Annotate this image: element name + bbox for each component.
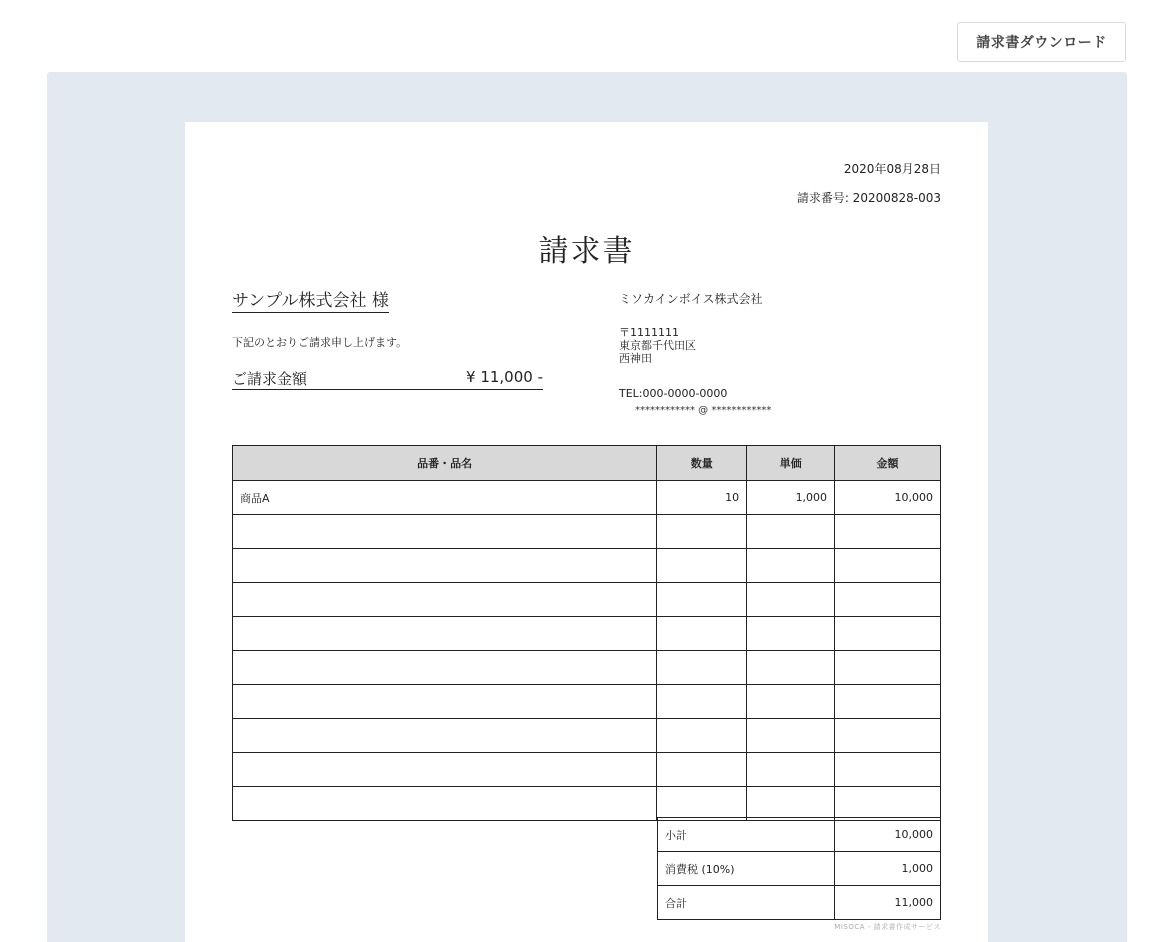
invoice-paper xyxy=(185,122,988,942)
brand-footer: MISOCA - 請求書作成サービス xyxy=(834,923,941,931)
table-row xyxy=(233,685,941,719)
issuer-address-line2: 西神田 xyxy=(619,352,652,365)
cell-quantity xyxy=(657,753,747,787)
cell-amount xyxy=(835,515,941,549)
header-amount: 金額 xyxy=(835,446,941,481)
items-header-row xyxy=(233,446,941,481)
table-row xyxy=(233,549,941,583)
grand-total-label: 合計 xyxy=(658,886,835,920)
billing-total-label: ご請求金額 xyxy=(232,370,308,388)
table-row xyxy=(233,481,941,515)
cell-quantity xyxy=(657,719,747,753)
table-row xyxy=(233,719,941,753)
issuer-email: ************ @ ************ xyxy=(635,405,772,416)
cell-amount xyxy=(835,753,941,787)
invoice-date: 2020年08月28日 xyxy=(843,162,941,176)
invoice-download-button[interactable]: 請求書ダウンロード xyxy=(957,22,1126,62)
table-row xyxy=(233,583,941,617)
cell-quantity xyxy=(657,617,747,651)
cell-unit-price xyxy=(747,753,835,787)
cell-quantity xyxy=(657,651,747,685)
issuer-address-line1: 東京都千代田区 xyxy=(619,339,696,352)
issuer-postal: 〒1111111 xyxy=(619,326,679,339)
cell-quantity xyxy=(657,515,747,549)
cell-unit-price xyxy=(747,583,835,617)
cell-amount xyxy=(835,719,941,753)
preview-area xyxy=(47,72,1127,942)
header-item-name: 品番・品名 xyxy=(233,446,657,481)
cell-item-name xyxy=(233,753,657,787)
cell-item-name xyxy=(233,787,657,821)
cell-amount xyxy=(835,617,941,651)
cell-amount xyxy=(835,787,941,821)
header-unit-price: 単価 xyxy=(747,446,835,481)
billing-total xyxy=(232,368,543,390)
cell-unit-price xyxy=(747,719,835,753)
top-bar xyxy=(0,0,1175,72)
cell-unit-price xyxy=(747,617,835,651)
cell-item-name xyxy=(233,515,657,549)
billing-total-value: ¥ 11,000 - xyxy=(466,368,543,386)
issuer-address xyxy=(619,326,696,365)
items-table xyxy=(232,445,941,821)
cell-quantity xyxy=(657,583,747,617)
cell-amount: 10,000 xyxy=(835,481,941,515)
cell-item-name xyxy=(233,583,657,617)
greeting-text: 下記のとおりご請求申し上げます。 xyxy=(232,336,408,349)
cell-quantity: 10 xyxy=(657,481,747,515)
cell-item-name xyxy=(233,719,657,753)
cell-unit-price xyxy=(747,685,835,719)
totals-table xyxy=(657,817,941,920)
cell-unit-price: 1,000 xyxy=(747,481,835,515)
cell-amount xyxy=(835,685,941,719)
cell-item-name xyxy=(233,617,657,651)
invoice-number: 請求番号: 20200828-003 xyxy=(796,191,941,205)
grand-total-value: 11,000 xyxy=(835,886,941,920)
table-row xyxy=(233,651,941,685)
cell-amount xyxy=(835,651,941,685)
issuer-tel: TEL:000-0000-0000 xyxy=(619,387,728,400)
cell-unit-price xyxy=(747,651,835,685)
tax-row xyxy=(658,852,941,886)
client-name: サンプル株式会社 様 xyxy=(232,291,389,311)
cell-unit-price xyxy=(747,549,835,583)
cell-item-name xyxy=(233,651,657,685)
cell-amount xyxy=(835,583,941,617)
issuer-name: ミソカインボイス株式会社 xyxy=(619,292,763,306)
cell-amount xyxy=(835,549,941,583)
table-row xyxy=(233,753,941,787)
cell-quantity xyxy=(657,549,747,583)
cell-quantity xyxy=(657,787,747,821)
cell-item-name xyxy=(233,685,657,719)
subtotal-label: 小計 xyxy=(658,818,835,852)
header-quantity: 数量 xyxy=(657,446,747,481)
cell-item-name: 商品A xyxy=(233,481,657,515)
table-row xyxy=(233,787,941,821)
cell-item-name xyxy=(233,549,657,583)
cell-unit-price xyxy=(747,515,835,549)
table-row xyxy=(233,617,941,651)
table-row xyxy=(233,515,941,549)
tax-label: 消費税 (10%) xyxy=(658,852,835,886)
subtotal-row xyxy=(658,818,941,852)
cell-quantity xyxy=(657,685,747,719)
cell-unit-price xyxy=(747,787,835,821)
grand-total-row xyxy=(658,886,941,920)
invoice-title: 請求書 xyxy=(538,234,635,269)
tax-value: 1,000 xyxy=(835,852,941,886)
subtotal-value: 10,000 xyxy=(835,818,941,852)
